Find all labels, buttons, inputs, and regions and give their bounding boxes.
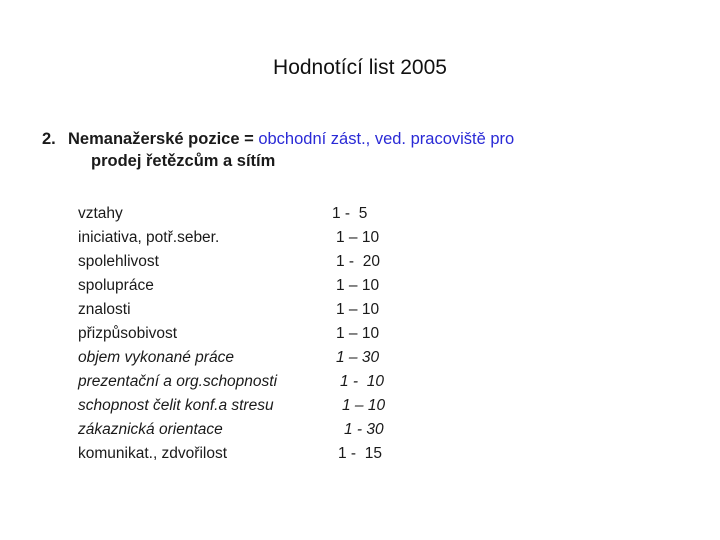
criteria-row [0,274,720,298]
slide-title: Hodnotící list 2005 [273,56,447,79]
criteria-label: schopnost čelit konf.a stresu [78,397,274,414]
criteria-row [0,226,720,250]
criteria-row [0,346,720,370]
section-heading-line2: prodej řetězcům a sítím [91,152,276,170]
criteria-range: 1 - 30 [344,421,384,438]
criteria-label: spolehlivost [78,253,159,270]
criteria-range: 1 - 10 [340,373,384,390]
criteria-row [0,322,720,346]
criteria-label: objem vykonané práce [78,349,234,366]
criteria-list [0,202,720,466]
section-heading-bold: Nemanažerské pozice = [68,130,254,148]
criteria-label: zákaznická orientace [78,421,223,438]
criteria-range: 1 - 20 [336,253,380,270]
criteria-label: komunikat., zdvořilost [78,445,228,462]
section-heading-accent: obchodní zást., ved. pracoviště pro [258,130,515,148]
criteria-row [0,202,720,226]
criteria-range: 1 – 30 [336,349,380,366]
criteria-label: iniciativa, potř.seber. [78,229,220,246]
criteria-label: vztahy [78,205,123,222]
criteria-range: 1 - 15 [338,445,382,462]
criteria-label: přizpůsobivost [78,325,178,342]
criteria-row [0,418,720,442]
criteria-label: spolupráce [78,277,154,294]
criteria-row [0,394,720,418]
criteria-row [0,250,720,274]
criteria-label: znalosti [78,301,131,318]
criteria-range: 1 – 10 [336,277,380,294]
criteria-range: 1 – 10 [342,397,386,414]
criteria-row [0,442,720,466]
criteria-label: prezentační a org.schopnosti [78,373,278,390]
section-heading [42,128,682,172]
criteria-range: 1 - 5 [332,205,368,222]
criteria-range: 1 – 10 [336,325,380,342]
criteria-range: 1 – 10 [336,301,380,318]
criteria-row [0,370,720,394]
section-number: 2. [42,130,56,148]
criteria-row [0,298,720,322]
criteria-range: 1 – 10 [336,229,380,246]
